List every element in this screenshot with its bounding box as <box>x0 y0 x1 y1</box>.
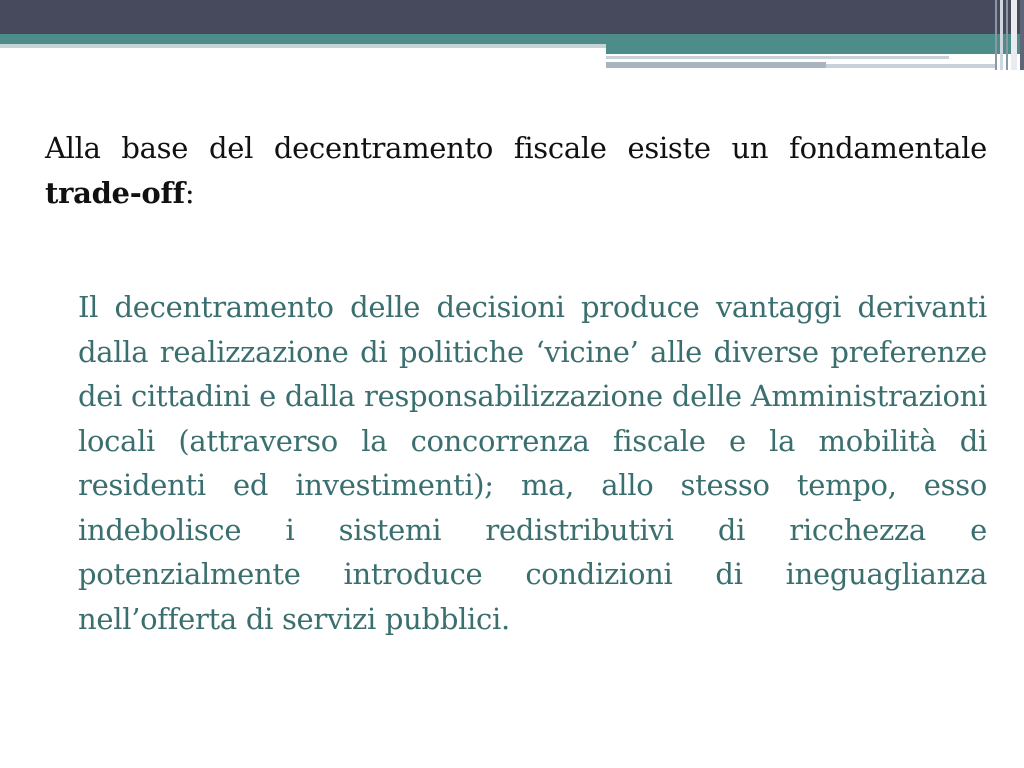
decorative-stripe <box>995 0 997 70</box>
header-dark-band <box>0 0 1024 34</box>
slide-content <box>45 126 987 641</box>
decorative-stripe <box>1020 0 1024 70</box>
lead-text: Alla base del decentramento fiscale esiste un fondamentale <box>45 131 987 165</box>
header-accent-line <box>606 62 826 68</box>
lead-statement <box>45 126 987 216</box>
decorative-stripe <box>1011 0 1017 70</box>
lead-punctuation: : <box>184 176 195 210</box>
decorative-stripe <box>1000 0 1003 70</box>
decorative-stripe <box>1006 0 1008 70</box>
header-teal-band <box>0 34 1024 44</box>
lead-emphasis: trade-off <box>45 176 185 210</box>
header-accent-line <box>826 64 996 68</box>
header-light-band <box>0 44 606 48</box>
header-teal-band-right <box>606 44 1024 54</box>
body-paragraph: Il decentramento delle decisioni produce vantaggi derivanti dalla realizzazione di politiche ‘vicine’ alle diverse preferenze dei cittadini e dalla responsabilizzazione delle Amministrazioni locali (attraverso la concorrenza fiscale e la mobilità di residenti ed investimenti); ma, allo stesso tempo, esso indebolisce i sistemi redistributivi di ricchezza e potenzialmente introduce condizioni di ineguaglianza nell’offerta di servizi pubblici. <box>78 290 987 636</box>
header-accent-line <box>606 56 949 59</box>
header-vertical-stripes <box>992 0 1024 70</box>
